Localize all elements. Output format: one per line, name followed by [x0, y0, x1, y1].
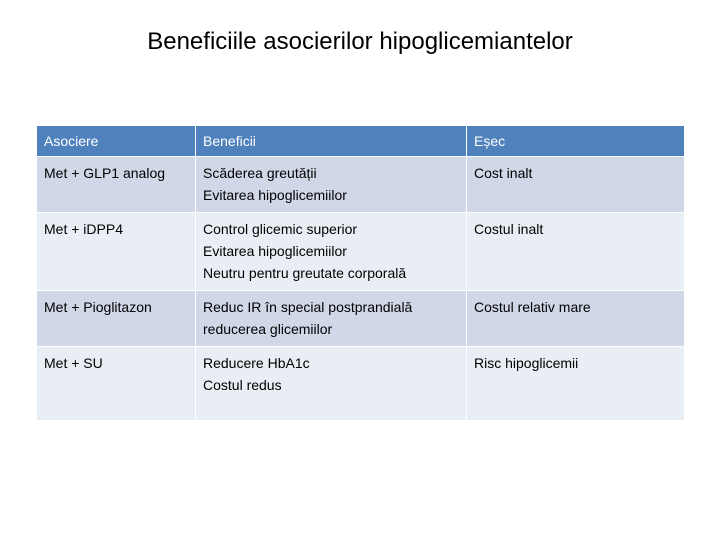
cell-asociere: Met + SU	[37, 347, 196, 421]
beneficiu-line: Neutru pentru greutate corporală	[203, 265, 407, 281]
cell-asociere: Met + GLP1 analog	[37, 157, 196, 213]
cell-asociere: Met + Pioglitazon	[37, 291, 196, 347]
table-header-row	[37, 126, 685, 157]
table-row	[37, 347, 685, 421]
cell-asociere: Met + iDPP4	[37, 213, 196, 291]
beneficiu-line: reducerea glicemiilor	[203, 321, 333, 337]
beneficiu-line: Scăderea greutății	[203, 165, 317, 181]
beneficiu-line: Evitarea hipoglicemiilor	[203, 243, 347, 259]
cell-esec: Costul relativ mare	[467, 291, 685, 347]
cell-beneficii	[196, 347, 467, 421]
cell-esec: Costul inalt	[467, 213, 685, 291]
table-row	[37, 157, 685, 213]
cell-beneficii	[196, 157, 467, 213]
comparison-table	[36, 125, 685, 421]
cell-esec: Cost inalt	[467, 157, 685, 213]
cell-beneficii	[196, 213, 467, 291]
header-esec: Eșec	[467, 126, 685, 157]
table-row	[37, 291, 685, 347]
table-row	[37, 213, 685, 291]
beneficiu-line: Control glicemic superior	[203, 221, 358, 237]
beneficiu-line: Evitarea hipoglicemiilor	[203, 187, 347, 203]
header-beneficii: Beneficii	[196, 126, 467, 157]
cell-beneficii	[196, 291, 467, 347]
beneficiu-line: Reduc IR în special postprandială	[203, 299, 413, 315]
cell-esec: Risc hipoglicemii	[467, 347, 685, 421]
beneficiu-line: Costul redus	[203, 377, 282, 393]
beneficiu-line: Reducere HbA1c	[203, 355, 310, 371]
slide-title: Beneficiile asocierilor hipoglicemiantelor	[147, 28, 573, 55]
header-asociere: Asociere	[37, 126, 196, 157]
